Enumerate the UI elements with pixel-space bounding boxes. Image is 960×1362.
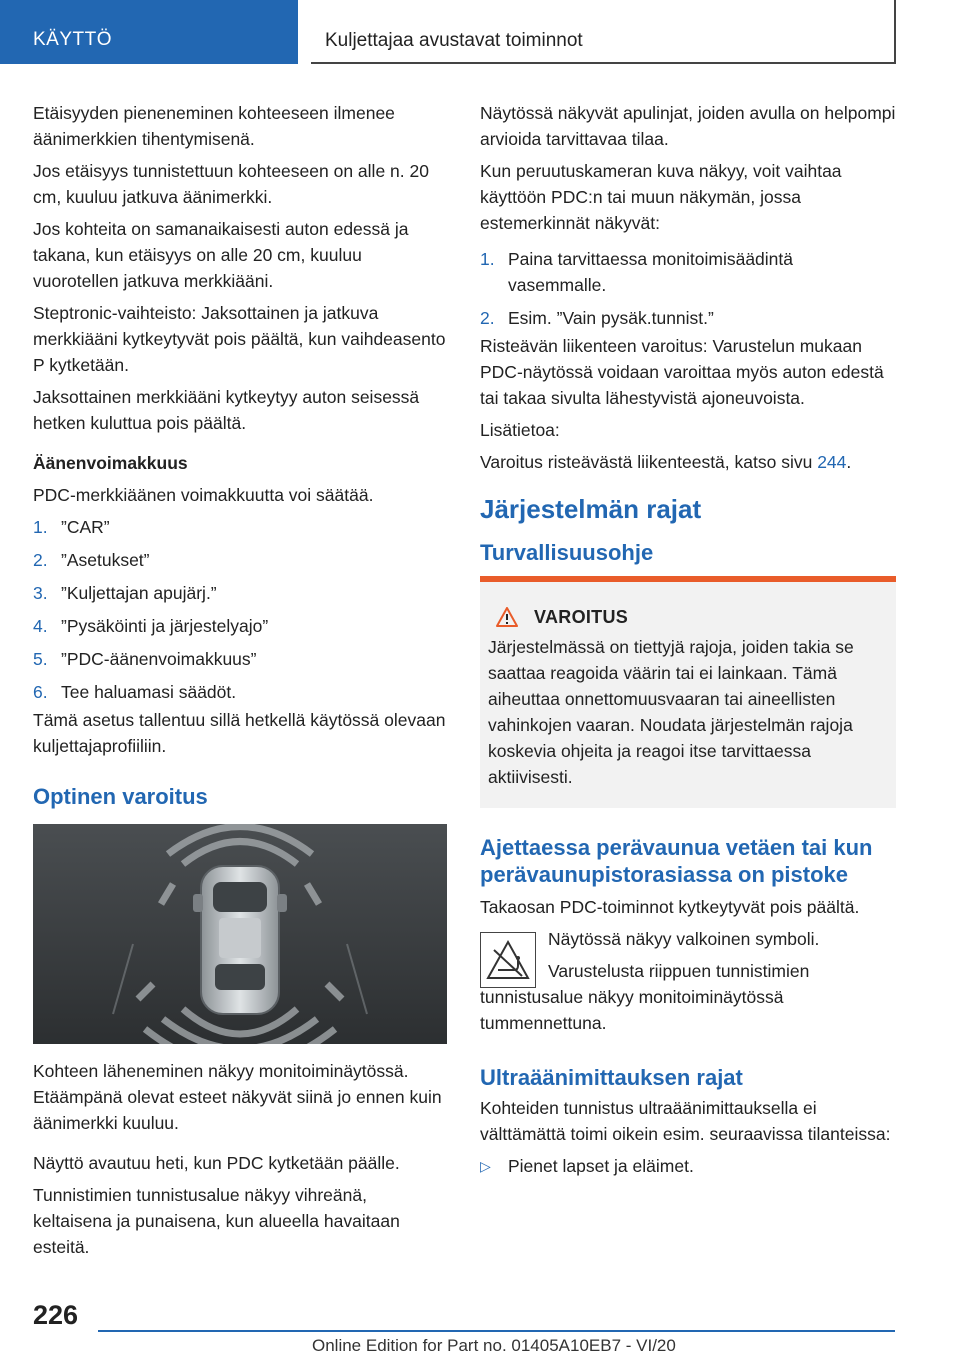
safety-heading: Turvallisuusohje <box>480 540 654 565</box>
display-steps-list <box>480 246 896 331</box>
step-text: ”Kuljettajan apujärj.” <box>61 583 217 603</box>
paragraph: Näytössä näkyvät apulinjat, joiden avulla on helpompi arvioida tarvittavaa tilaa. <box>480 103 896 149</box>
step-text: ”Pysäköinti ja järjestelyajo” <box>61 616 269 636</box>
paragraph <box>480 449 896 475</box>
section-title: KÄYTTÖ <box>33 29 113 50</box>
step-number: 3. <box>33 583 48 603</box>
list-item <box>33 613 447 639</box>
chapter-title: Kuljettajaa avustavat toiminnot <box>325 30 583 51</box>
paragraph: Steptronic-vaihteisto: Jaksottainen ja jatkuva merkkiääni kytkeytyvät pois päältä, kun vaihdeasento P kytketään. <box>33 303 446 375</box>
paragraph: Näytössä näkyy valkoinen symboli. <box>548 929 820 949</box>
volume-heading: Äänenvoimakkuus <box>33 453 188 473</box>
step-text: Paina tarvittaessa monitoimisäädintä vasemmalle. <box>508 249 794 295</box>
left-column <box>33 100 447 1266</box>
paragraph: Jos kohteita on samanaikaisesti auton edessä ja takana, kun etäisyys on alle 20 cm, kuuluu vuorotellen jatkuva merkkiääni. <box>33 219 409 291</box>
paragraph: PDC-merkkiäänen voimakkuutta voi säätää. <box>33 485 374 505</box>
step-text: ”PDC-äänenvoimakkuus” <box>61 649 257 669</box>
bullet-text: Pienet lapset ja eläimet. <box>508 1156 694 1176</box>
list-item <box>33 679 447 705</box>
step-number: 5. <box>33 649 48 669</box>
paragraph: Lisätietoa: <box>480 420 560 440</box>
list-item <box>480 246 896 298</box>
trailer-heading: Ajettaessa perävaunua vetäen tai kun perävaunupistorasiassa on pistoke <box>480 835 873 887</box>
warning-box <box>480 576 896 808</box>
step-number: 1. <box>33 517 48 537</box>
paragraph: Tunnistimien tunnistusalue näkyy vihreänä, keltaisena ja punaisena, kun alueella havaitaan esteitä. <box>33 1185 400 1257</box>
trailer-symbol-icon <box>480 932 536 988</box>
list-item <box>33 580 447 606</box>
triangle-bullet-icon: ▷ <box>480 1158 491 1174</box>
chapter-header <box>311 0 896 64</box>
warning-label: VAROITUS <box>534 607 629 627</box>
paragraph: Kun peruutuskameran kuva näkyy, voit vaihtaa käyttöön PDC:n tai muun näkymän, jossa estemerkinnät näkyvät: <box>480 161 842 233</box>
system-limits-heading: Järjestelmän rajat <box>480 494 702 524</box>
paragraph: Jos etäisyys tunnistettuun kohteeseen on alle n. 20 cm, kuuluu jatkuva äänimerkki. <box>33 161 429 207</box>
paragraph: Tämä asetus tallentuu sillä hetkellä käytössä olevaan kuljettajaprofiiliin. <box>33 710 446 756</box>
step-text: ”CAR” <box>61 517 110 537</box>
warning-text: Järjestelmässä on tiettyjä rajoja, joiden takia se saattaa reagoida väärin tai ei lainkaan. Tämä aiheuttaa onnettomuusvaaran tai aineellisten vahinkojen vaaran. Noudata järjestelmän rajoja koskevia ohjeita ja reagoi itse tarvittaessa aktiivisesti. <box>488 637 854 787</box>
paragraph: Varustelusta riippuen tunnistimien tunnistusalue näkyy monitoiminäytössä tummennettuna. <box>480 961 810 1033</box>
step-number: 2. <box>33 550 48 570</box>
step-number: 1. <box>480 249 495 269</box>
paragraph: Risteävän liikenteen varoitus: Varustelun mukaan PDC-näytössä voidaan varoittaa myös auton edestä tai takaa sivulta lähestyvistä ajoneuvoista. <box>480 336 884 408</box>
step-text: Tee haluamasi säädöt. <box>61 682 237 702</box>
step-number: 2. <box>480 308 495 328</box>
warning-title <box>488 604 882 630</box>
car-sensor-illustration <box>33 824 447 1044</box>
right-column <box>480 100 896 1179</box>
optical-warning-heading: Optinen varoitus <box>33 784 208 809</box>
list-item <box>33 547 447 573</box>
list-item <box>33 646 447 672</box>
text-prefix: Varoitus risteävästä liikenteestä, katso sivu <box>480 452 818 472</box>
pdc-display-image <box>33 824 447 1044</box>
footer-divider <box>98 1330 895 1332</box>
paragraph: Takaosan PDC-toiminnot kytkeytyvät pois päältä. <box>480 897 860 917</box>
paragraph: Jaksottainen merkkiääni kytkeytyy auton seisessä hetken kuluttua pois päältä. <box>33 387 420 433</box>
list-item <box>33 514 447 540</box>
edition-text: Online Edition for Part no. 01405A10EB7 - VI/20 <box>312 1336 676 1355</box>
ultrasonic-heading: Ultraäänimittauksen rajat <box>480 1065 743 1090</box>
step-number: 4. <box>33 616 48 636</box>
image-caption: Kohteen läheneminen näkyy monitoiminäytössä. Etäämpänä olevat esteet näkyvät siinä jo ennen kuin äänimerkki kuuluu. <box>33 1061 442 1133</box>
page-link[interactable]: 244 <box>817 452 847 472</box>
step-text: Esim. ”Vain pysäk.tunnist.” <box>508 308 714 328</box>
paragraph: Etäisyyden pieneneminen kohteeseen ilmenee äänimerkkien tihentymisenä. <box>33 103 395 149</box>
step-text: ”Asetukset” <box>61 550 150 570</box>
paragraph: Kohteiden tunnistus ultraäänimittauksella ei välttämättä toimi oikein esim. seuraavissa tilanteissa: <box>480 1098 891 1144</box>
list-item <box>480 1153 896 1179</box>
text-suffix: . <box>846 452 852 472</box>
step-number: 6. <box>33 682 48 702</box>
section-tab <box>0 0 298 64</box>
warning-icon <box>496 607 518 627</box>
list-item <box>480 305 896 331</box>
page-number: 226 <box>33 1300 79 1330</box>
volume-steps-list <box>33 514 447 705</box>
paragraph: Näyttö avautuu heti, kun PDC kytketään päälle. <box>33 1153 400 1173</box>
